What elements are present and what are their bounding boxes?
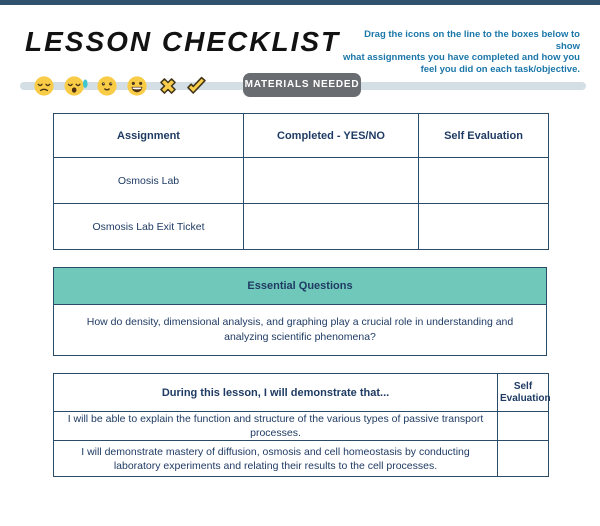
grinning-face-icon[interactable] — [126, 75, 148, 97]
completed-drop-cell[interactable] — [244, 204, 419, 250]
table-row — [54, 158, 549, 204]
instructions-text — [340, 29, 580, 75]
assignments-table — [53, 113, 549, 250]
instructions-line: what assignments you have completed and how you — [342, 52, 580, 63]
self-eval-drop-cell[interactable] — [419, 204, 549, 250]
self-eval-drop-cell[interactable] — [419, 158, 549, 204]
objective-cell: I will demonstrate mastery of diffusion, osmosis and cell homeostasis by conducting laboratory experiments and relating their results to the cell processes. — [54, 441, 498, 477]
assignments-header-row — [54, 114, 549, 158]
top-accent-bar — [0, 0, 600, 5]
page-title: LESSON CHECKLIST — [25, 26, 341, 57]
essential-questions-header: Essential Questions — [54, 268, 546, 305]
table-row — [54, 204, 549, 250]
essential-questions-box — [53, 267, 547, 356]
column-header-self-evaluation: Self Evaluation — [419, 114, 549, 158]
objectives-self-eval-header: Self Evaluation — [498, 374, 549, 412]
cross-mark-icon[interactable] — [157, 75, 179, 97]
column-header-assignment: Assignment — [54, 114, 244, 158]
completed-drop-cell[interactable] — [244, 158, 419, 204]
self-eval-drop-cell[interactable] — [498, 412, 549, 441]
check-mark-icon[interactable] — [184, 74, 208, 98]
instructions-line: Drag the icons on the line to the boxes below to show — [364, 29, 580, 52]
slightly-smiling-face-icon[interactable] — [96, 75, 118, 97]
column-header-completed: Completed - YES/NO — [244, 114, 419, 158]
pensive-face-icon[interactable] — [33, 75, 55, 97]
objective-cell: I will be able to explain the function and structure of the various types of passive transport processes. — [54, 412, 498, 441]
table-row — [54, 441, 549, 477]
sleepy-face-icon[interactable] — [63, 75, 89, 97]
objectives-header-row — [54, 374, 549, 412]
assignment-cell: Osmosis Lab Exit Ticket — [54, 204, 244, 250]
objectives-header: During this lesson, I will demonstrate that... — [54, 374, 498, 412]
objectives-table — [53, 373, 549, 477]
materials-needed-button[interactable]: MATERIALS NEEDED — [243, 73, 361, 97]
essential-questions-body: How do density, dimensional analysis, and graphing play a crucial role in understanding and analyzing scientific phenomena? — [54, 305, 546, 355]
assignment-cell: Osmosis Lab — [54, 158, 244, 204]
table-row — [54, 412, 549, 441]
instructions-line: feel you did on each task/objective. — [420, 63, 580, 75]
self-eval-drop-cell[interactable] — [498, 441, 549, 477]
